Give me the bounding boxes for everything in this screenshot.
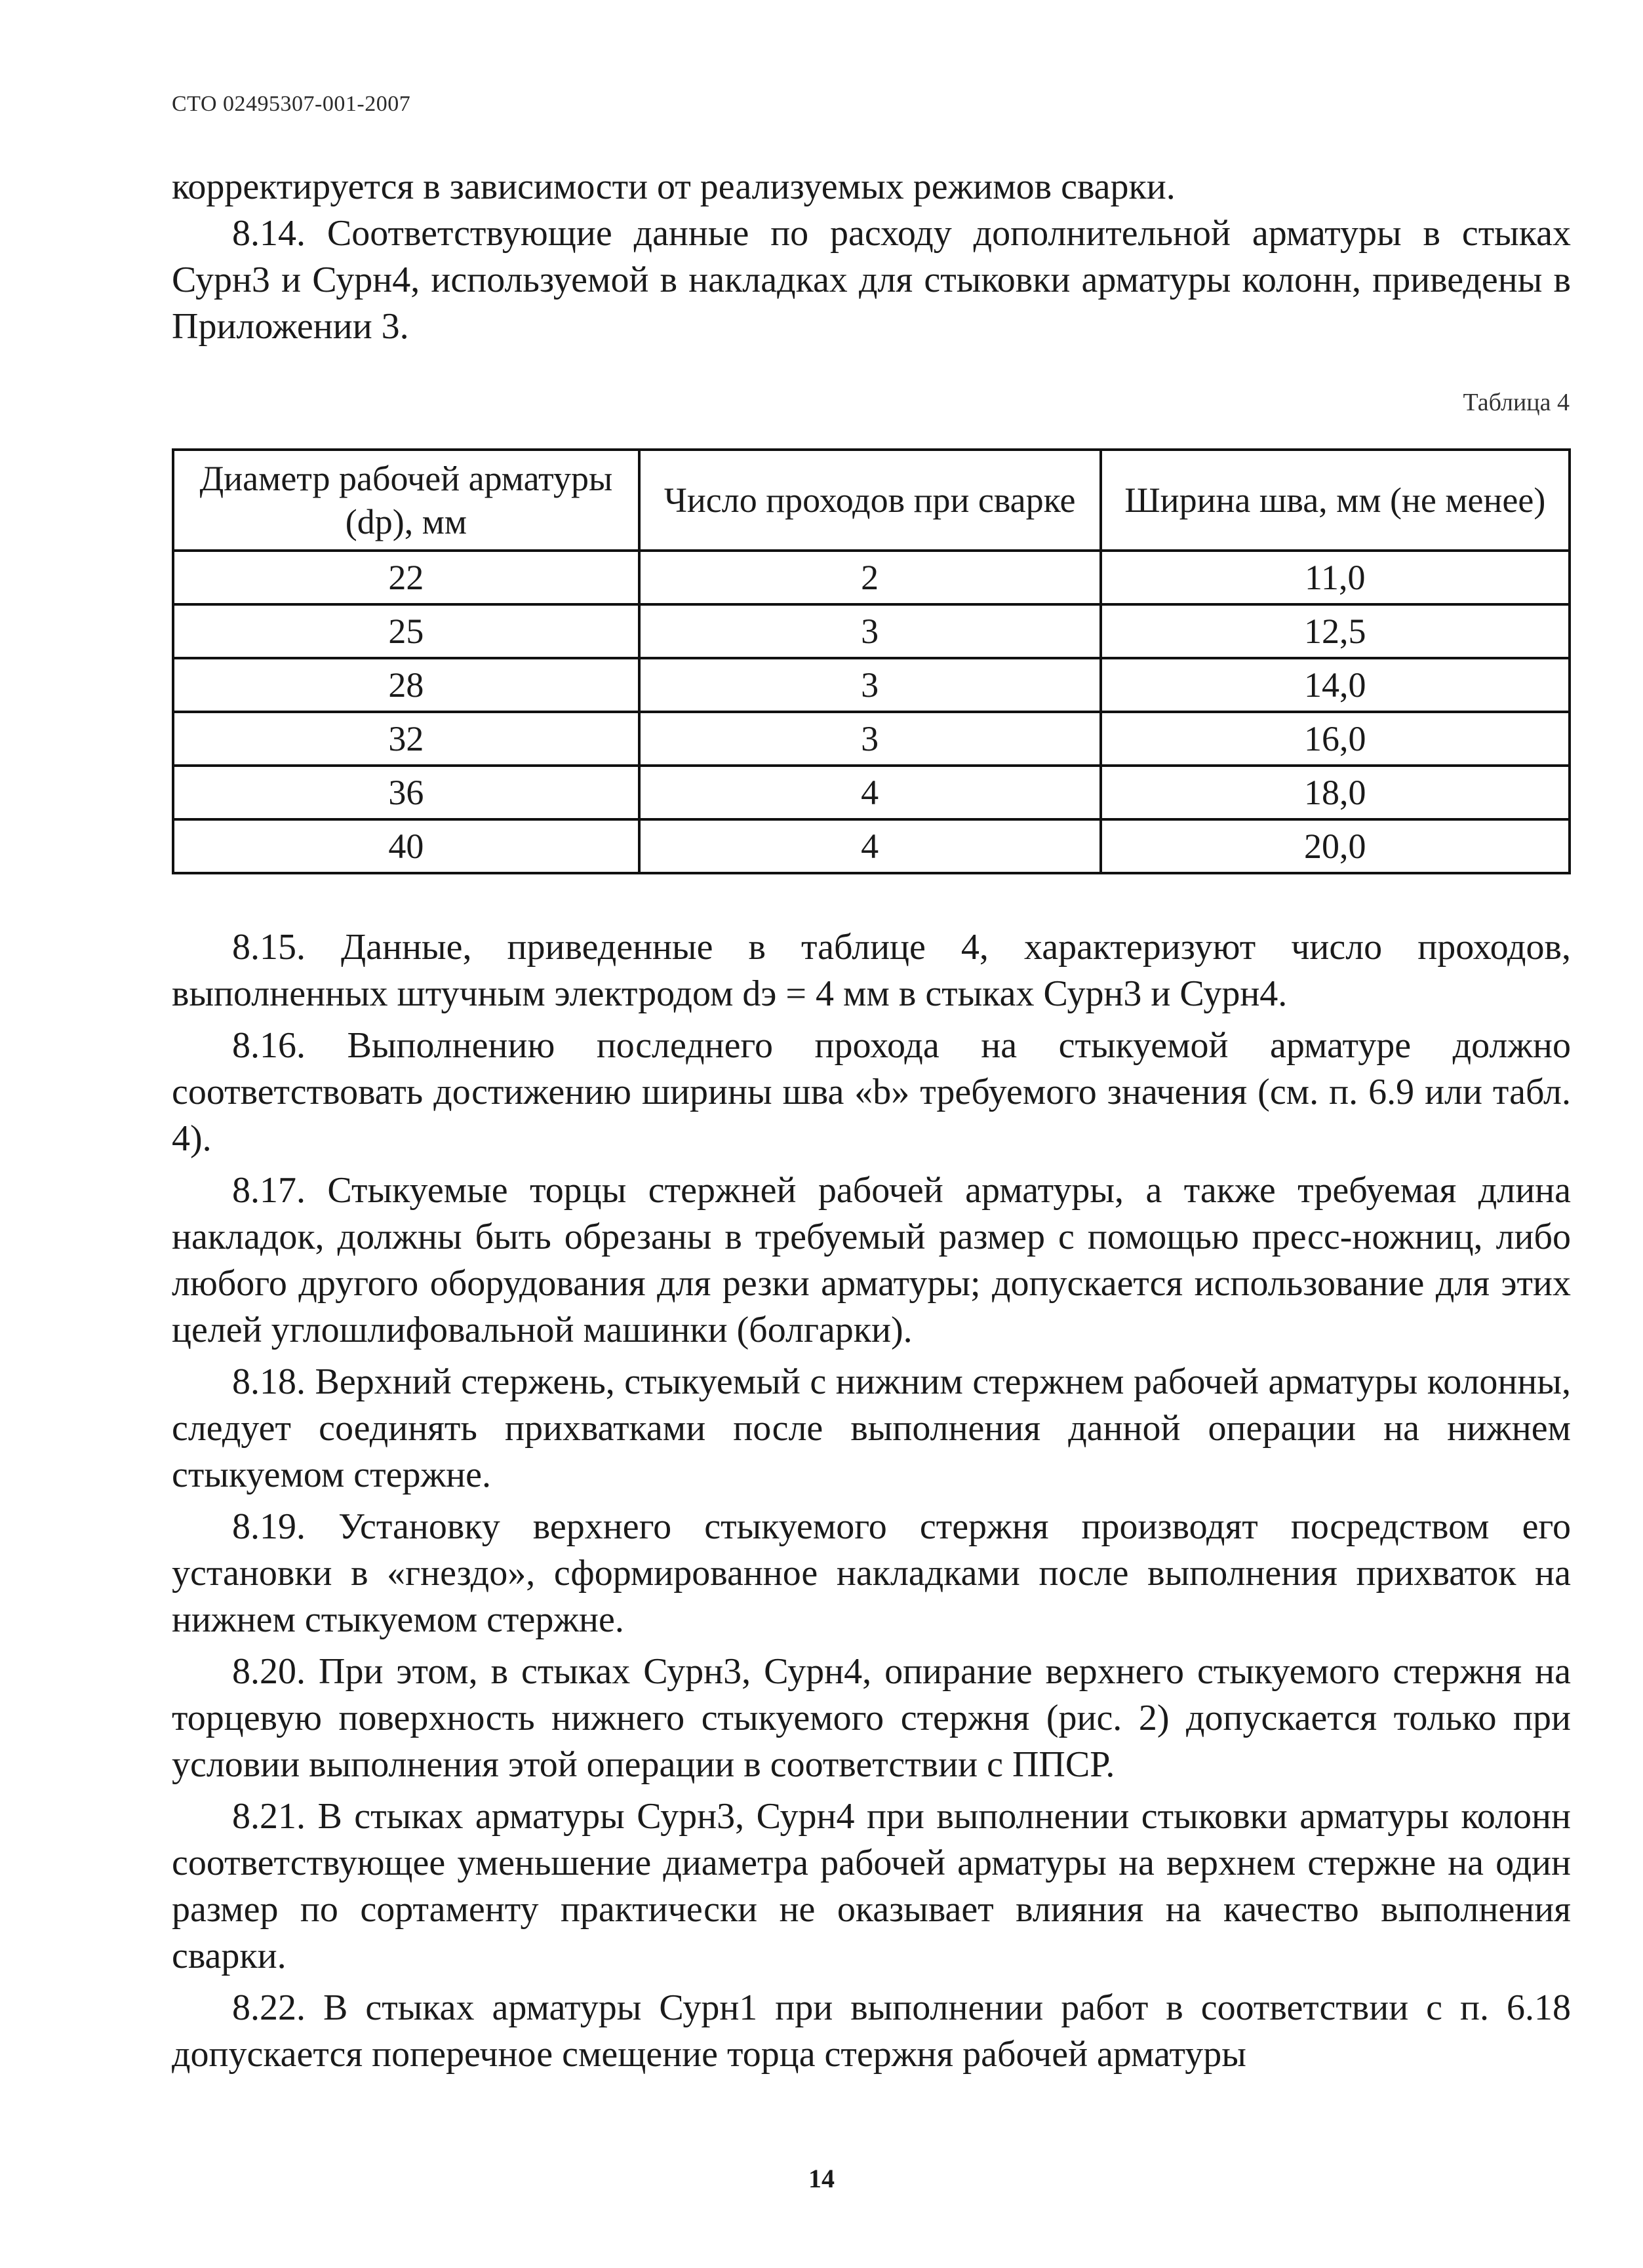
paragraph-8-16: 8.16. Выполнению последнего прохода на стыкуемой арматуре должно соответствовать достижению ширины шва «b» требуемого значения (см. п. 6.9 или табл. 4). <box>172 1025 1571 1159</box>
welding-data-table <box>172 448 1571 874</box>
header-cell-diameter: Диаметр рабочей арматуры (dр), мм <box>173 450 639 551</box>
cell-passes: 4 <box>639 766 1101 819</box>
paragraph-8-14: 8.14. Соответствующие данные по расходу дополнительной арматуры в стыках Сурн3 и Сурн4, используемой в накладках для стыковки арматуры колонн, приведены в Приложении 3. <box>172 213 1571 347</box>
page-number: 14 <box>808 2164 835 2193</box>
table-row <box>173 604 1570 658</box>
paragraph-8-17: 8.17. Стыкуемые торцы стержней рабочей арматуры, а также требуемая длина накладок, должны быть обрезаны в требуемый размер с помощью пресс-ножниц, либо любого другого оборудования для резки арматуры; допускается использование для этих целей углошлифовальной машинки (болгарки). <box>172 1170 1571 1350</box>
body-text <box>172 924 1571 2078</box>
table-row <box>173 712 1570 766</box>
table-row <box>173 819 1570 873</box>
cell-passes: 4 <box>639 819 1101 873</box>
cell-passes: 3 <box>639 658 1101 712</box>
table-row <box>173 551 1570 604</box>
cell-diameter: 28 <box>173 658 639 712</box>
cell-passes: 2 <box>639 551 1101 604</box>
cell-weld-width: 18,0 <box>1101 766 1570 819</box>
paragraph-8-19: 8.19. Установку верхнего стыкуемого стержня производят посредством его установки в «гнездо», сформированное накладками после выполнения прихваток на нижнем стыкуемом стержне. <box>172 1506 1571 1640</box>
table-row <box>173 766 1570 819</box>
continued-paragraph: корректируется в зависимости от реализуемых режимов сварки. <box>172 166 1176 207</box>
cell-diameter: 32 <box>173 712 639 766</box>
table-caption: Таблица 4 <box>1463 389 1570 416</box>
intro-text <box>172 164 1571 350</box>
table-header-row <box>173 450 1570 551</box>
paragraph-8-15: 8.15. Данные, приведенные в таблице 4, характеризуют число проходов, выполненных штучным электродом dэ = 4 мм в стыках Сурн3 и Сурн4. <box>172 927 1571 1014</box>
table-row <box>173 658 1570 712</box>
cell-weld-width: 14,0 <box>1101 658 1570 712</box>
cell-passes: 3 <box>639 712 1101 766</box>
cell-diameter: 22 <box>173 551 639 604</box>
header-cell-weld-width: Ширина шва, мм (не менее) <box>1101 450 1570 551</box>
paragraph-8-18: 8.18. Верхний стержень, стыкуемый с нижним стержнем рабочей арматуры колонны, следует соединять прихватками после выполнения данной операции на нижнем стыкуемом стержне. <box>172 1361 1571 1495</box>
cell-weld-width: 16,0 <box>1101 712 1570 766</box>
cell-weld-width: 12,5 <box>1101 604 1570 658</box>
paragraph-8-20: 8.20. При этом, в стыках Сурн3, Сурн4, опирание верхнего стыкуемого стержня на торцевую поверхность нижнего стыкуемого стержня (рис. 2) допускается только при условии выполнения этой операции в соответствии с ППСР. <box>172 1651 1571 1785</box>
cell-weld-width: 11,0 <box>1101 551 1570 604</box>
header-cell-passes: Число проходов при сварке <box>639 450 1101 551</box>
paragraph-8-22: 8.22. В стыках арматуры Сурн1 при выполнении работ в соответствии с п. 6.18 допускается поперечное смещение торца стержня рабочей арматуры <box>172 1987 1571 2075</box>
cell-diameter: 25 <box>173 604 639 658</box>
document-code-header: СТО 02495307-001-2007 <box>172 92 411 116</box>
cell-diameter: 36 <box>173 766 639 819</box>
cell-passes: 3 <box>639 604 1101 658</box>
cell-weld-width: 20,0 <box>1101 819 1570 873</box>
cell-diameter: 40 <box>173 819 639 873</box>
paragraph-8-21: 8.21. В стыках арматуры Сурн3, Сурн4 при выполнении стыковки арматуры колонн соответствующее уменьшение диаметра рабочей арматуры на верхнем стержне на один размер по сортаменту практически не оказывает влияния на качество выполнения сварки. <box>172 1796 1571 1976</box>
